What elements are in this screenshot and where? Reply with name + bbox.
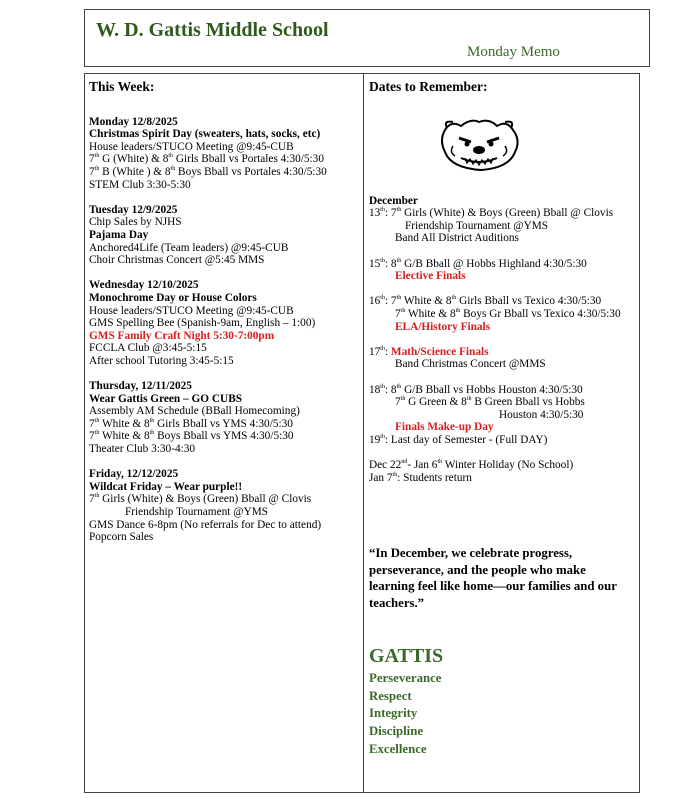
memo-line: GMS Spelling Bee (Spanish-9am, English – 1:00) (89, 317, 316, 330)
mascot-spacer (369, 116, 639, 195)
memo-line: GMS Dance 6-8pm (No referrals for Dec to attend) (89, 518, 322, 531)
day-heading: Monday 12/8/2025 (89, 115, 178, 128)
memo-line: Dec 22nd- Jan 6th Winter Holiday (No School) (369, 459, 574, 472)
day-block (89, 279, 365, 367)
memo-line: 7th White & 8th Girls Bball vs YMS 4:30/5:30 (89, 417, 293, 430)
date-entry (369, 346, 639, 371)
this-week-column (89, 81, 365, 556)
memo-line: 18th: 8th G/B Bball vs Hobbs Houston 4:30/5:30 (369, 383, 583, 396)
memo-line: Theater Club 3:30-4:30 (89, 443, 196, 456)
gattis-values (369, 670, 441, 759)
memo-line: 7th White & 8th Boys Bball vs YMS 4:30/5:30 (89, 430, 294, 443)
memo-line: FCCLA Club @3:45-5:15 (89, 342, 207, 355)
date-entry (369, 295, 639, 333)
month-heading: December (369, 194, 418, 207)
date-entry (369, 384, 639, 447)
day-heading: Wednesday 12/10/2025 (89, 279, 199, 292)
memo-line: 7th Girls (White) & Boys (Green) Bball @ Clovis (89, 493, 312, 506)
memo-line: 17th: Math/Science Finals (369, 345, 489, 358)
value-item: Excellence (369, 741, 427, 756)
day-block (89, 116, 365, 192)
memo-line: Jan 7th: Students return (369, 471, 472, 484)
memo-line: Monochrome Day or House Colors (89, 291, 257, 304)
december-quote: “In December, we celebrate progress, perseverance, and the people who make learning feel like home—our families and our teachers.” (369, 546, 617, 610)
memo-line: House leaders/STUCO Meeting @9:45-CUB (89, 304, 294, 317)
value-item: Respect (369, 688, 412, 703)
value-item: Discipline (369, 724, 424, 739)
memo-line: Wildcat Friday – Wear purple!! (89, 480, 243, 493)
school-name: W. D. Gattis Middle School (96, 19, 329, 41)
memo-line: Finals Make-up Day (395, 421, 494, 434)
memo-line: Band Christmas Concert @MMS (395, 358, 546, 371)
value-item: Integrity (369, 706, 418, 721)
memo-line: 19th: Last day of Semester - (Full DAY) (369, 433, 548, 446)
memo-line: Pajama Day (89, 228, 149, 241)
date-entry (369, 258, 639, 283)
day-heading: Thursday, 12/11/2025 (89, 380, 192, 393)
day-block (89, 468, 365, 544)
memo-line: 7th B (White ) & 8th Boys Bball vs Portales 4:30/5:30 (89, 165, 327, 178)
date-entry (369, 207, 639, 245)
day-block (89, 380, 365, 456)
memo-line: Assembly AM Schedule (BBall Homecoming) (89, 405, 300, 418)
memo-line: Wear Gattis Green – GO CUBS (89, 392, 243, 405)
gattis-title: GATTIS (369, 645, 444, 667)
day-heading: Friday, 12/12/2025 (89, 468, 179, 481)
memo-line: Band All District Auditions (395, 232, 519, 245)
dates-title: Dates to Remember: (369, 79, 488, 94)
header (84, 9, 650, 67)
memo-line: Choir Christmas Concert @5:45 MMS (89, 254, 265, 267)
memo-line: 15th: 8th G/B Bball @ Hobbs Highland 4:30/5:30 (369, 257, 587, 270)
value-item: Perseverance (369, 671, 442, 685)
memo-line: ELA/History Finals (395, 320, 491, 333)
memo-line: 16th: 7th White & 8th Girls Bball vs Texico 4:30/5:30 (369, 295, 602, 308)
memo-line: 13th: 7th Girls (White) & Boys (Green) Bball @ Clovis (369, 207, 614, 220)
memo-line: Elective Finals (395, 270, 466, 283)
memo-line: Chip Sales by NJHS (89, 216, 182, 229)
memo-line: Christmas Spirit Day (sweaters, hats, socks, etc) (89, 128, 321, 141)
memo-line: 7th G Green & 8th B Green Bball vs Hobbs (395, 396, 585, 409)
day-heading: Tuesday 12/9/2025 (89, 203, 178, 216)
memo-line: GMS Family Craft Night 5:30-7:00pm (89, 329, 275, 342)
day-block (89, 204, 365, 267)
memo-line: STEM Club 3:30-5:30 (89, 178, 191, 191)
date-entry (369, 459, 639, 484)
memo-line: Friendship Tournament @YMS (405, 219, 549, 232)
this-week-title: This Week: (89, 79, 155, 94)
memo-line: Houston 4:30/5:30 (499, 408, 584, 421)
memo-line: After school Tutoring 3:45-5:15 (89, 354, 234, 367)
memo-line: 7th White & 8th Boys Gr Bball vs Texico 4:30/5:30 (395, 307, 621, 320)
memo-line: House leaders/STUCO Meeting @9:45-CUB (89, 140, 294, 153)
memo-line: Popcorn Sales (89, 531, 154, 544)
memo-line: Anchored4Life (Team leaders) @9:45-CUB (89, 241, 289, 254)
dates-column (369, 81, 639, 497)
memo-line: Friendship Tournament @YMS (125, 506, 269, 518)
memo-title: Monday Memo (467, 44, 560, 60)
memo-line: 7th G (White) & 8th Girls Bball vs Portales 4:30/5:30 (89, 153, 324, 166)
